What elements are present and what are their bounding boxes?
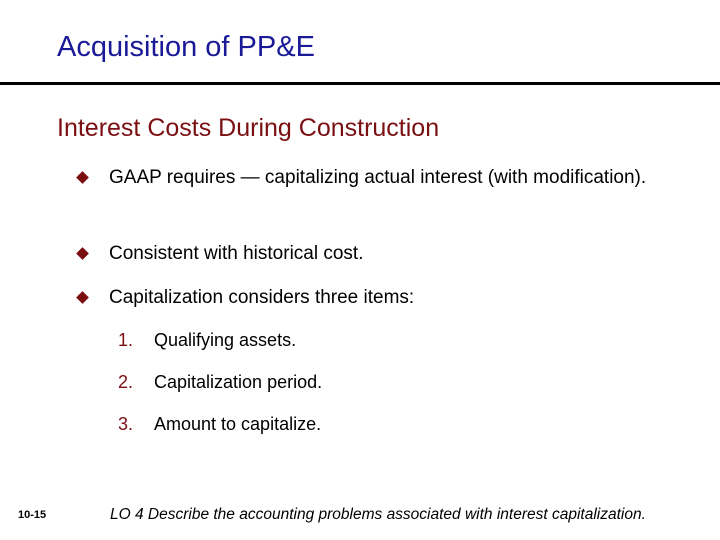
page-number: 10-15: [18, 509, 47, 521]
numbered-item: [118, 415, 321, 433]
slide-subtitle: Interest Costs During Construction: [57, 114, 440, 142]
bullet-item: [78, 161, 678, 195]
numbered-item: [118, 331, 296, 349]
numbered-item: [118, 373, 322, 391]
number-marker: 3.: [118, 414, 134, 434]
diamond-bullet-icon: [76, 247, 89, 260]
diamond-bullet-icon: [76, 171, 89, 184]
number-marker: 1.: [118, 330, 134, 350]
bullet-text: Consistent with historical cost.: [109, 243, 364, 264]
diamond-bullet-icon: [76, 291, 89, 304]
learning-objective: LO 4 Describe the accounting problems associated with interest capitalization.: [110, 506, 646, 523]
bullet-item: [78, 281, 678, 315]
bullet-text: Capitalization considers three items:: [109, 287, 415, 308]
bullet-text: GAAP requires — capitalizing actual interest (with modification).: [109, 167, 647, 188]
title-divider: [0, 82, 720, 85]
numbered-item-text: Qualifying assets.: [154, 330, 297, 350]
numbered-item-text: Amount to capitalize.: [154, 414, 322, 434]
slide-title: Acquisition of PP&E: [57, 31, 315, 63]
number-marker: 2.: [118, 372, 134, 392]
numbered-item-text: Capitalization period.: [154, 372, 323, 392]
bullet-item: [78, 237, 678, 271]
